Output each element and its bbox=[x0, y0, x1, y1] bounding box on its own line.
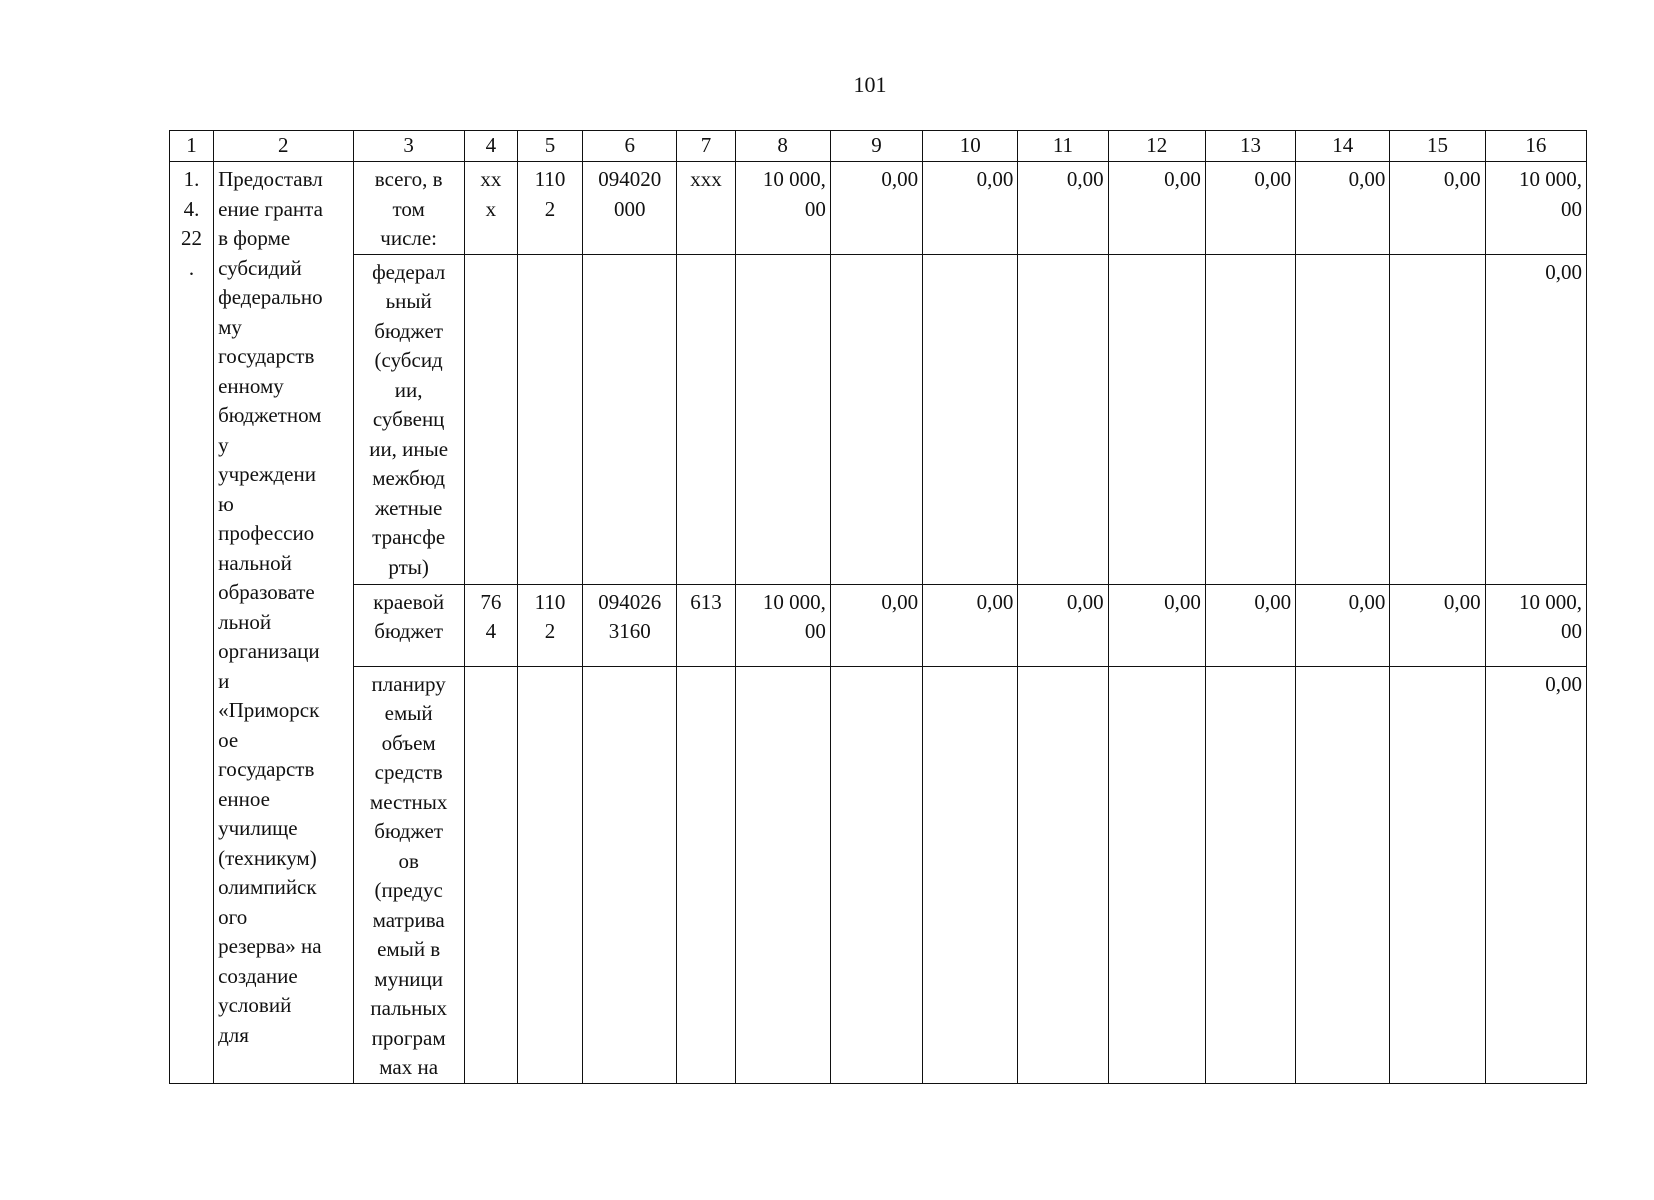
table-row bbox=[170, 584, 1587, 666]
cell-col13 bbox=[1205, 666, 1295, 1083]
cell-col4 bbox=[464, 254, 517, 584]
header-cell: 11 bbox=[1018, 131, 1108, 162]
cell-col12: 0,00 bbox=[1108, 162, 1205, 255]
cell-col11 bbox=[1018, 254, 1108, 584]
budget-table bbox=[169, 130, 1587, 1084]
header-cell: 14 bbox=[1296, 131, 1390, 162]
cell-col12 bbox=[1108, 254, 1205, 584]
cell-col5: 110 2 bbox=[517, 162, 582, 255]
row-name: Предоставл ение гранта в форме субсидий федерально му государств енному бюджетном у учреждени ю профессио нальной образовате льной организаци и «Приморск ое государств енное училище (техникум) олимпийск ого резерва» на создание условий для bbox=[214, 162, 353, 1084]
cell-col8: 10 000, 00 bbox=[735, 162, 830, 255]
cell-col10: 0,00 bbox=[923, 584, 1018, 666]
cell-col5: 110 2 bbox=[517, 584, 582, 666]
line-label: федерал ьный бюджет (субсид ии, субвенц ии, иные межбюд жетные трансфе рты) bbox=[353, 254, 464, 584]
line-label: всего, в том числе: bbox=[353, 162, 464, 255]
header-cell: 3 bbox=[353, 131, 464, 162]
cell-col14 bbox=[1296, 254, 1390, 584]
header-cell: 4 bbox=[464, 131, 517, 162]
cell-col7 bbox=[677, 666, 735, 1083]
cell-col15: 0,00 bbox=[1390, 162, 1485, 255]
line-label: краевой бюджет bbox=[353, 584, 464, 666]
cell-col9: 0,00 bbox=[830, 584, 922, 666]
cell-col16: 0,00 bbox=[1485, 666, 1586, 1083]
cell-col15: 0,00 bbox=[1390, 584, 1485, 666]
table-row bbox=[170, 254, 1587, 584]
cell-col9: 0,00 bbox=[830, 162, 922, 255]
cell-col14: 0,00 bbox=[1296, 584, 1390, 666]
cell-col13: 0,00 bbox=[1205, 584, 1295, 666]
table-row bbox=[170, 162, 1587, 255]
cell-col12: 0,00 bbox=[1108, 584, 1205, 666]
cell-col11: 0,00 bbox=[1018, 162, 1108, 255]
header-cell: 1 bbox=[170, 131, 214, 162]
header-cell: 6 bbox=[583, 131, 677, 162]
cell-col7: ххх bbox=[677, 162, 735, 255]
header-cell: 8 bbox=[735, 131, 830, 162]
cell-col4 bbox=[464, 666, 517, 1083]
header-cell: 15 bbox=[1390, 131, 1485, 162]
cell-col14: 0,00 bbox=[1296, 162, 1390, 255]
cell-col6: 094020 000 bbox=[583, 162, 677, 255]
cell-col5 bbox=[517, 666, 582, 1083]
cell-col9 bbox=[830, 666, 922, 1083]
cell-col10 bbox=[923, 254, 1018, 584]
cell-col6 bbox=[583, 666, 677, 1083]
table-header-row bbox=[170, 131, 1587, 162]
cell-col10 bbox=[923, 666, 1018, 1083]
cell-col14 bbox=[1296, 666, 1390, 1083]
cell-col16: 10 000, 00 bbox=[1485, 162, 1586, 255]
cell-col8 bbox=[735, 254, 830, 584]
header-cell: 2 bbox=[214, 131, 353, 162]
row-number: 1. 4. 22 . bbox=[170, 162, 214, 1084]
cell-col8: 10 000, 00 bbox=[735, 584, 830, 666]
page-number: 101 bbox=[853, 72, 887, 97]
table-row bbox=[170, 666, 1587, 1083]
cell-col4: хх х bbox=[464, 162, 517, 255]
header-cell: 9 bbox=[830, 131, 922, 162]
cell-col11 bbox=[1018, 666, 1108, 1083]
cell-col15 bbox=[1390, 254, 1485, 584]
header-cell: 10 bbox=[923, 131, 1018, 162]
cell-col13 bbox=[1205, 254, 1295, 584]
header-cell: 7 bbox=[677, 131, 735, 162]
cell-col6: 094026 3160 bbox=[583, 584, 677, 666]
cell-col4: 76 4 bbox=[464, 584, 517, 666]
cell-col16: 10 000, 00 bbox=[1485, 584, 1586, 666]
cell-col8 bbox=[735, 666, 830, 1083]
cell-col7 bbox=[677, 254, 735, 584]
cell-col10: 0,00 bbox=[923, 162, 1018, 255]
header-cell: 16 bbox=[1485, 131, 1586, 162]
cell-col13: 0,00 bbox=[1205, 162, 1295, 255]
cell-col15 bbox=[1390, 666, 1485, 1083]
cell-col5 bbox=[517, 254, 582, 584]
header-cell: 12 bbox=[1108, 131, 1205, 162]
cell-col12 bbox=[1108, 666, 1205, 1083]
header-cell: 13 bbox=[1205, 131, 1295, 162]
cell-col7: 613 bbox=[677, 584, 735, 666]
cell-col11: 0,00 bbox=[1018, 584, 1108, 666]
cell-col16: 0,00 bbox=[1485, 254, 1586, 584]
cell-col6 bbox=[583, 254, 677, 584]
line-label: планиру емый объем средств местных бюджет ов (предус матрива емый в муници пальных програм мах на bbox=[353, 666, 464, 1083]
cell-col9 bbox=[830, 254, 922, 584]
header-cell: 5 bbox=[517, 131, 582, 162]
